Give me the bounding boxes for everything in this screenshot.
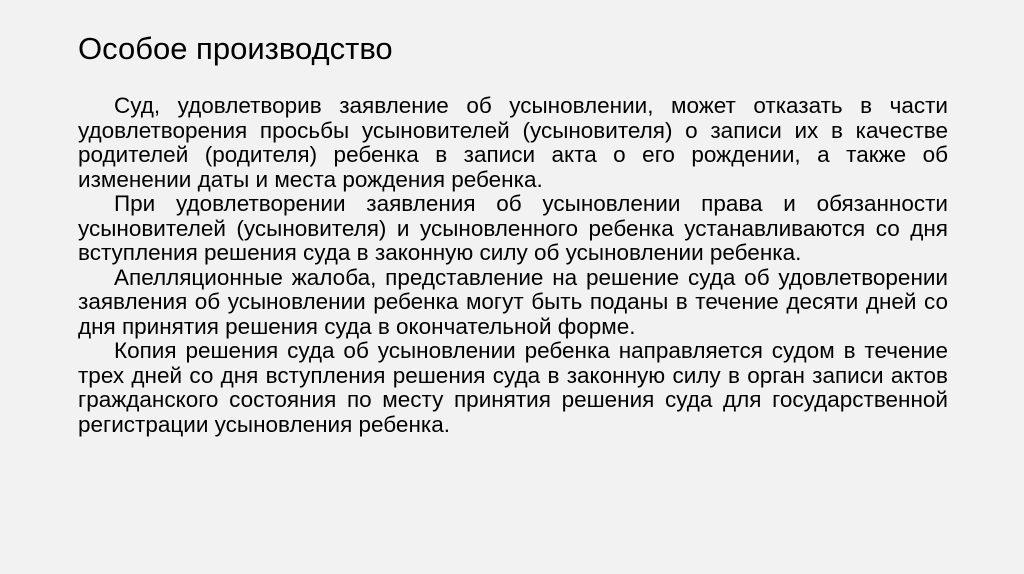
slide-title: Особое производство [78, 31, 393, 66]
paragraph-rights-and-duties: При удовлетворении заявления об усыновлении права и обязанности усыновителей (усыновителя) и усыновленного ребенка устанавливаются со дня вступления решения суда в законную силу об усыновлении ребенка. [78, 191, 948, 265]
paragraph-copy-of-decision: Копия решения суда об усыновлении ребенка направляется судом в течение трех дней со дня вступления решения суда в законную силу в орган записи актов гражданского состояния по месту принятия решения суда для государственной регистрации усыновления ребенка. [78, 338, 948, 437]
paragraph-adoption-refusal: Суд, удовлетворив заявление об усыновлении, может отказать в части удовлетворения просьбы усыновителей (усыновителя) о записи их в качестве родителей (родителя) ребенка в записи акта о его рождении, а также об изменении даты и места рождения ребенка. [78, 93, 948, 192]
paragraph-appeal: Апелляционные жалоба, представление на решение суда об удовлетворении заявления об усыновлении ребенка могут быть поданы в течение десяти дней со дня принятия решения суда в окончательной форме. [78, 264, 948, 339]
slide-body [78, 94, 948, 437]
